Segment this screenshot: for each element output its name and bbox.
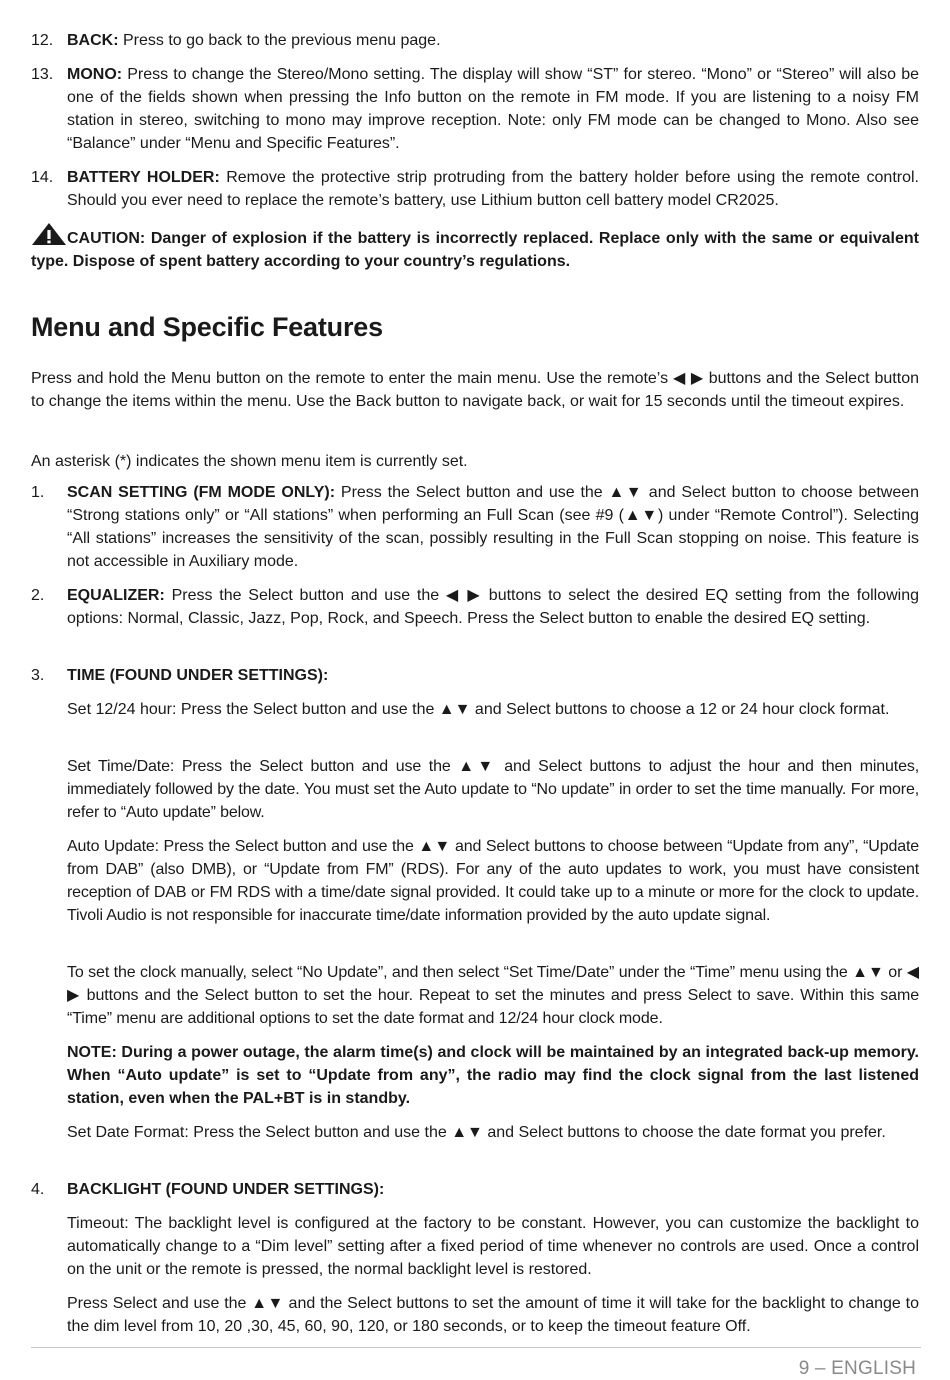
time-manual-paragraph: To set the clock manually, select “No Update”, and then select “Set Time/Date” under the “Time” menu using the ▲▼ or ◀ ▶ buttons and the Select button to set the hour. Repeat to set the minutes and press Select to save. Within this same “Time” menu are additional options to set the date format and 12/24 hour clock mode. [67,964,919,1027]
list-item-back [67,29,919,52]
item-label: BACK: [67,32,119,49]
time-auto-update-paragraph: Auto Update: Press the Select button and use the ▲▼ and Select buttons to choose between “Update from any”, “Update from DAB” (also DMB), or “Update from FM” (RDS). For any of the auto updates to work, you must have consistent reception of DAB or FM RDS with a time/date signal provided. It could take up to a minute or more for the clock to update. Tivoli Audio is not responsible for inaccurate time/date information provided by the auto update signal. [67,838,919,924]
item-text: Press to go back to the previous menu page. [118,32,441,49]
item-text: Press the Select button and use the ◀ ▶ buttons to select the desired EQ setting from the following options: Normal, Classic, Jazz, Pop, Rock, and Speech. Press the Select button to enable the desired EQ setting. [67,587,919,627]
time-set-date-paragraph: Set Time/Date: Press the Select button and use the ▲▼ and Select buttons to adjust the hour and then minutes, immediately followed by the date. You must set the Auto update to “No update” in order to set the time manually. For more, refer to “Auto update” below. [67,758,919,821]
warning-triangle-icon [31,222,67,246]
caution-notice [31,222,919,273]
date-format-paragraph: Set Date Format: Press the Select button and use the ▲▼ and Select buttons to choose the date format you prefer. [67,1124,886,1141]
intro-paragraph: Press and hold the Menu button on the remote to enter the main menu. Use the remote’s ◀ ▶ buttons and the Select button to change the items within the menu. Use the Back button to navigate back, or wait for 15 seconds until the timeout expires. [31,370,919,410]
item-label: EQUALIZER: [67,587,165,604]
footer-divider [31,1347,921,1348]
section-title: Menu and Specific Features [31,312,383,342]
item-label: MONO: [67,66,123,83]
item-number: 1. [31,484,45,501]
backlight-dim-paragraph: Press Select and use the ▲▼ and the Select buttons to set the amount of time it will take for the backlight to change to the dim level from 10, 20 ,30, 45, 60, 90, 120, or 180 seconds, or to keep the timeout feature Off. [67,1295,919,1335]
page-footer: 9 – ENGLISH [798,1358,916,1379]
list-item-equalizer [67,584,919,630]
item-number: 3. [31,667,45,684]
backlight-timeout-paragraph: Timeout: The backlight level is configured at the factory to be constant. However, you can customize the backlight to automatically change to a “Dim level” setting after a fixed period of time whenever no controls are used. Once a control on the unit or the remote is pressed, the normal backlight level is restored. [67,1215,919,1278]
list-item-mono [67,63,919,155]
item-text: Press to change the Stereo/Mono setting. The display will show “ST” for stereo. “Mono” or “Stereo” will also be one of the fields shown when pressing the Info button on the remote in FM mode. If you are listening to a noisy FM station in stereo, switching to mono may improve reception. Note: only FM mode can be changed to Mono. Also see “Balance” under “Menu and Specific Features”. [67,66,919,152]
item-number: 13. [31,66,54,83]
item-label: SCAN SETTING (FM MODE ONLY): [67,484,336,501]
caution-text: CAUTION: Danger of explosion if the battery is incorrectly replaced. Replace only with the same or equivalent type. Dispose of spent battery according to your country’s regulations. [31,230,919,270]
item-number: 12. [31,32,54,49]
asterisk-note: An asterisk (*) indicates the shown menu item is currently set. [31,453,468,470]
item-label: BATTERY HOLDER: [67,169,220,186]
power-outage-note: NOTE: During a power outage, the alarm time(s) and clock will be maintained by an integrated back-up memory. When “Auto update” is set to “Update from any”, the radio may find the clock signal from the last listened station, even when the PAL+BT is in standby. [67,1044,919,1107]
item-label-time: TIME (FOUND UNDER SETTINGS): [67,667,329,684]
item-number: 4. [31,1181,45,1198]
list-item-battery-holder [67,166,919,212]
item-text: Remove the protective strip protruding from the battery holder before using the remote control. Should you ever need to replace the remote’s battery, use Lithium button cell battery model CR2025. [67,169,920,209]
item-number: 14. [31,169,54,186]
item-number: 2. [31,587,45,604]
item-label-backlight: BACKLIGHT (FOUND UNDER SETTINGS): [67,1181,385,1198]
list-item-scan-setting [67,481,919,573]
time-12-24-paragraph: Set 12/24 hour: Press the Select button and use the ▲▼ and Select buttons to choose a 12 or 24 hour clock format. [67,701,890,718]
item-text: Press the Select button and use the ▲▼ and Select button to choose between “Strong stations only” or “All stations” when performing an Full Scan (see #9 (▲▼) under “Remote Control”). Selecting “All stations” increases the sensitivity of the scan, possibly resulting in the Full Scan stopping on noise. This feature is not accessible in Auxiliary mode. [67,484,920,570]
